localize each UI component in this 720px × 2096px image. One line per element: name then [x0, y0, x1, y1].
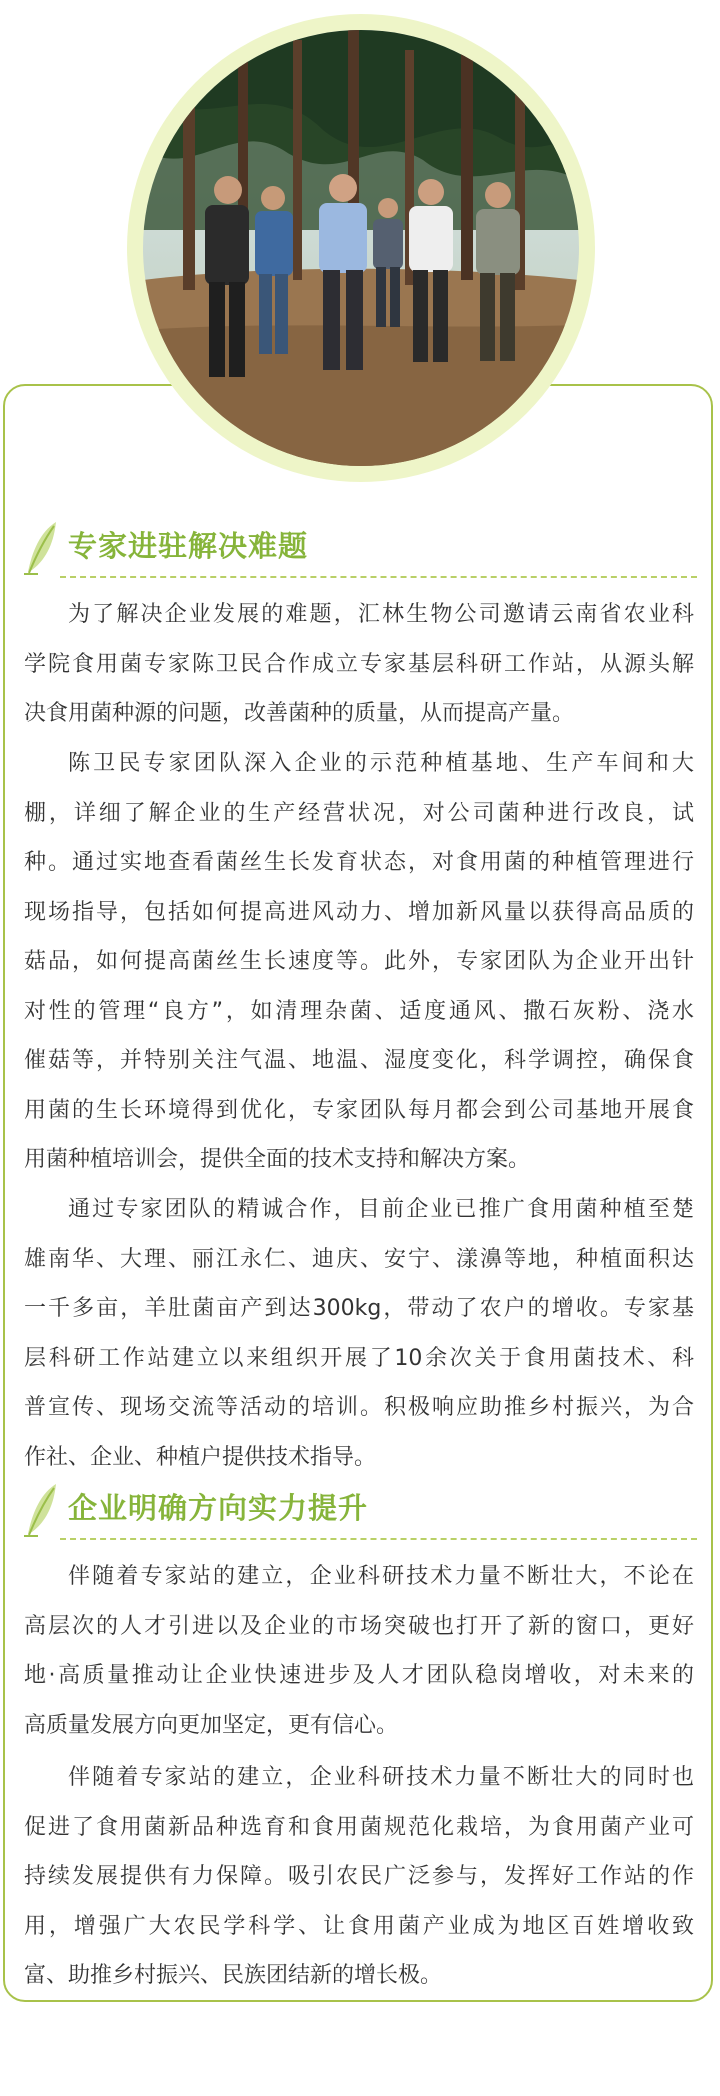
section-header-1	[22, 516, 694, 578]
section-title: 专家进驻解决难题	[68, 529, 309, 563]
section-divider	[60, 576, 697, 578]
paragraph-5: 伴随着专家站的建立，企业科研技术力量不断壮大的同时也 促进了食用菌新品种选育和食用菌规范化栽培，为食用菌产业可 持续发展提供有力保障。吸引农民广泛参与，发挥好工作站的作 用，增强广大农民学科学、让食用菌产业成为地区百姓增收致 富、助推乡村振兴、民族团结新的增长极。	[24, 1765, 694, 1988]
feather-leaf-icon	[22, 518, 60, 576]
paragraph-1: 为了解决企业发展的难题，汇林生物公司邀请云南省农业科 学院食用菌专家陈卫民合作成立专家基层科研工作站，从源头解 决食用菌种源的问题，改善菌种的质量，从而提高产量。	[24, 602, 694, 726]
feather-leaf-icon	[22, 1480, 60, 1538]
paragraph-2: 陈卫民专家团队深入企业的示范种植基地、生产车间和大 棚，详细了解企业的生产经营状况，对公司菌种进行改良，试 种。通过实地查看菌丝生长发育状态，对食用菌的种植管理进行 现场指导，包括如何提高进风动力、增加新风量以获得高品质的 菇品，如何提高菌丝生长速度等。此外，专家团队为企业开出针 对性的管理“良方”，如清理杂菌、适度通风、撒石灰粉、浇水 催菇等，并特别关注气温、地温、湿度变化，科学调控，确保食 用菌的生长环境得到优化，专家团队每月都会到公司基地开展食 用菌种植培训会，提供全面的技术支持和解决方案。	[24, 751, 694, 1172]
people-in-pine-forest-photo	[143, 30, 579, 466]
photo-frame	[127, 14, 595, 482]
section-divider	[60, 1538, 697, 1540]
section-header-2	[22, 1478, 694, 1540]
section-title: 企业明确方向实力提升	[68, 1491, 369, 1525]
paragraph-3: 通过专家团队的精诚合作，目前企业已推广食用菌种植至楚 雄南华、大理、丽江永仁、迪庆、安宁、漾濞等地，种植面积达 一千多亩，羊肚菌亩产到达300kg，带动了农户的增收。专家基 层科研工作站建立以来组织开展了10余次关于食用菌技术、科 普宣传、现场交流等活动的培训。积极响应助推乡村振兴，为合 作社、企业、种植户提供技术指导。	[24, 1197, 694, 1470]
paragraph-4: 伴随着专家站的建立，企业科研技术力量不断壮大，不论在 高层次的人才引进以及企业的市场突破也打开了新的窗口，更好 地·高质量推动让企业快速进步及人才团队稳岗增收，对未来的 高质量发展方向更加坚定，更有信心。	[24, 1564, 694, 1738]
